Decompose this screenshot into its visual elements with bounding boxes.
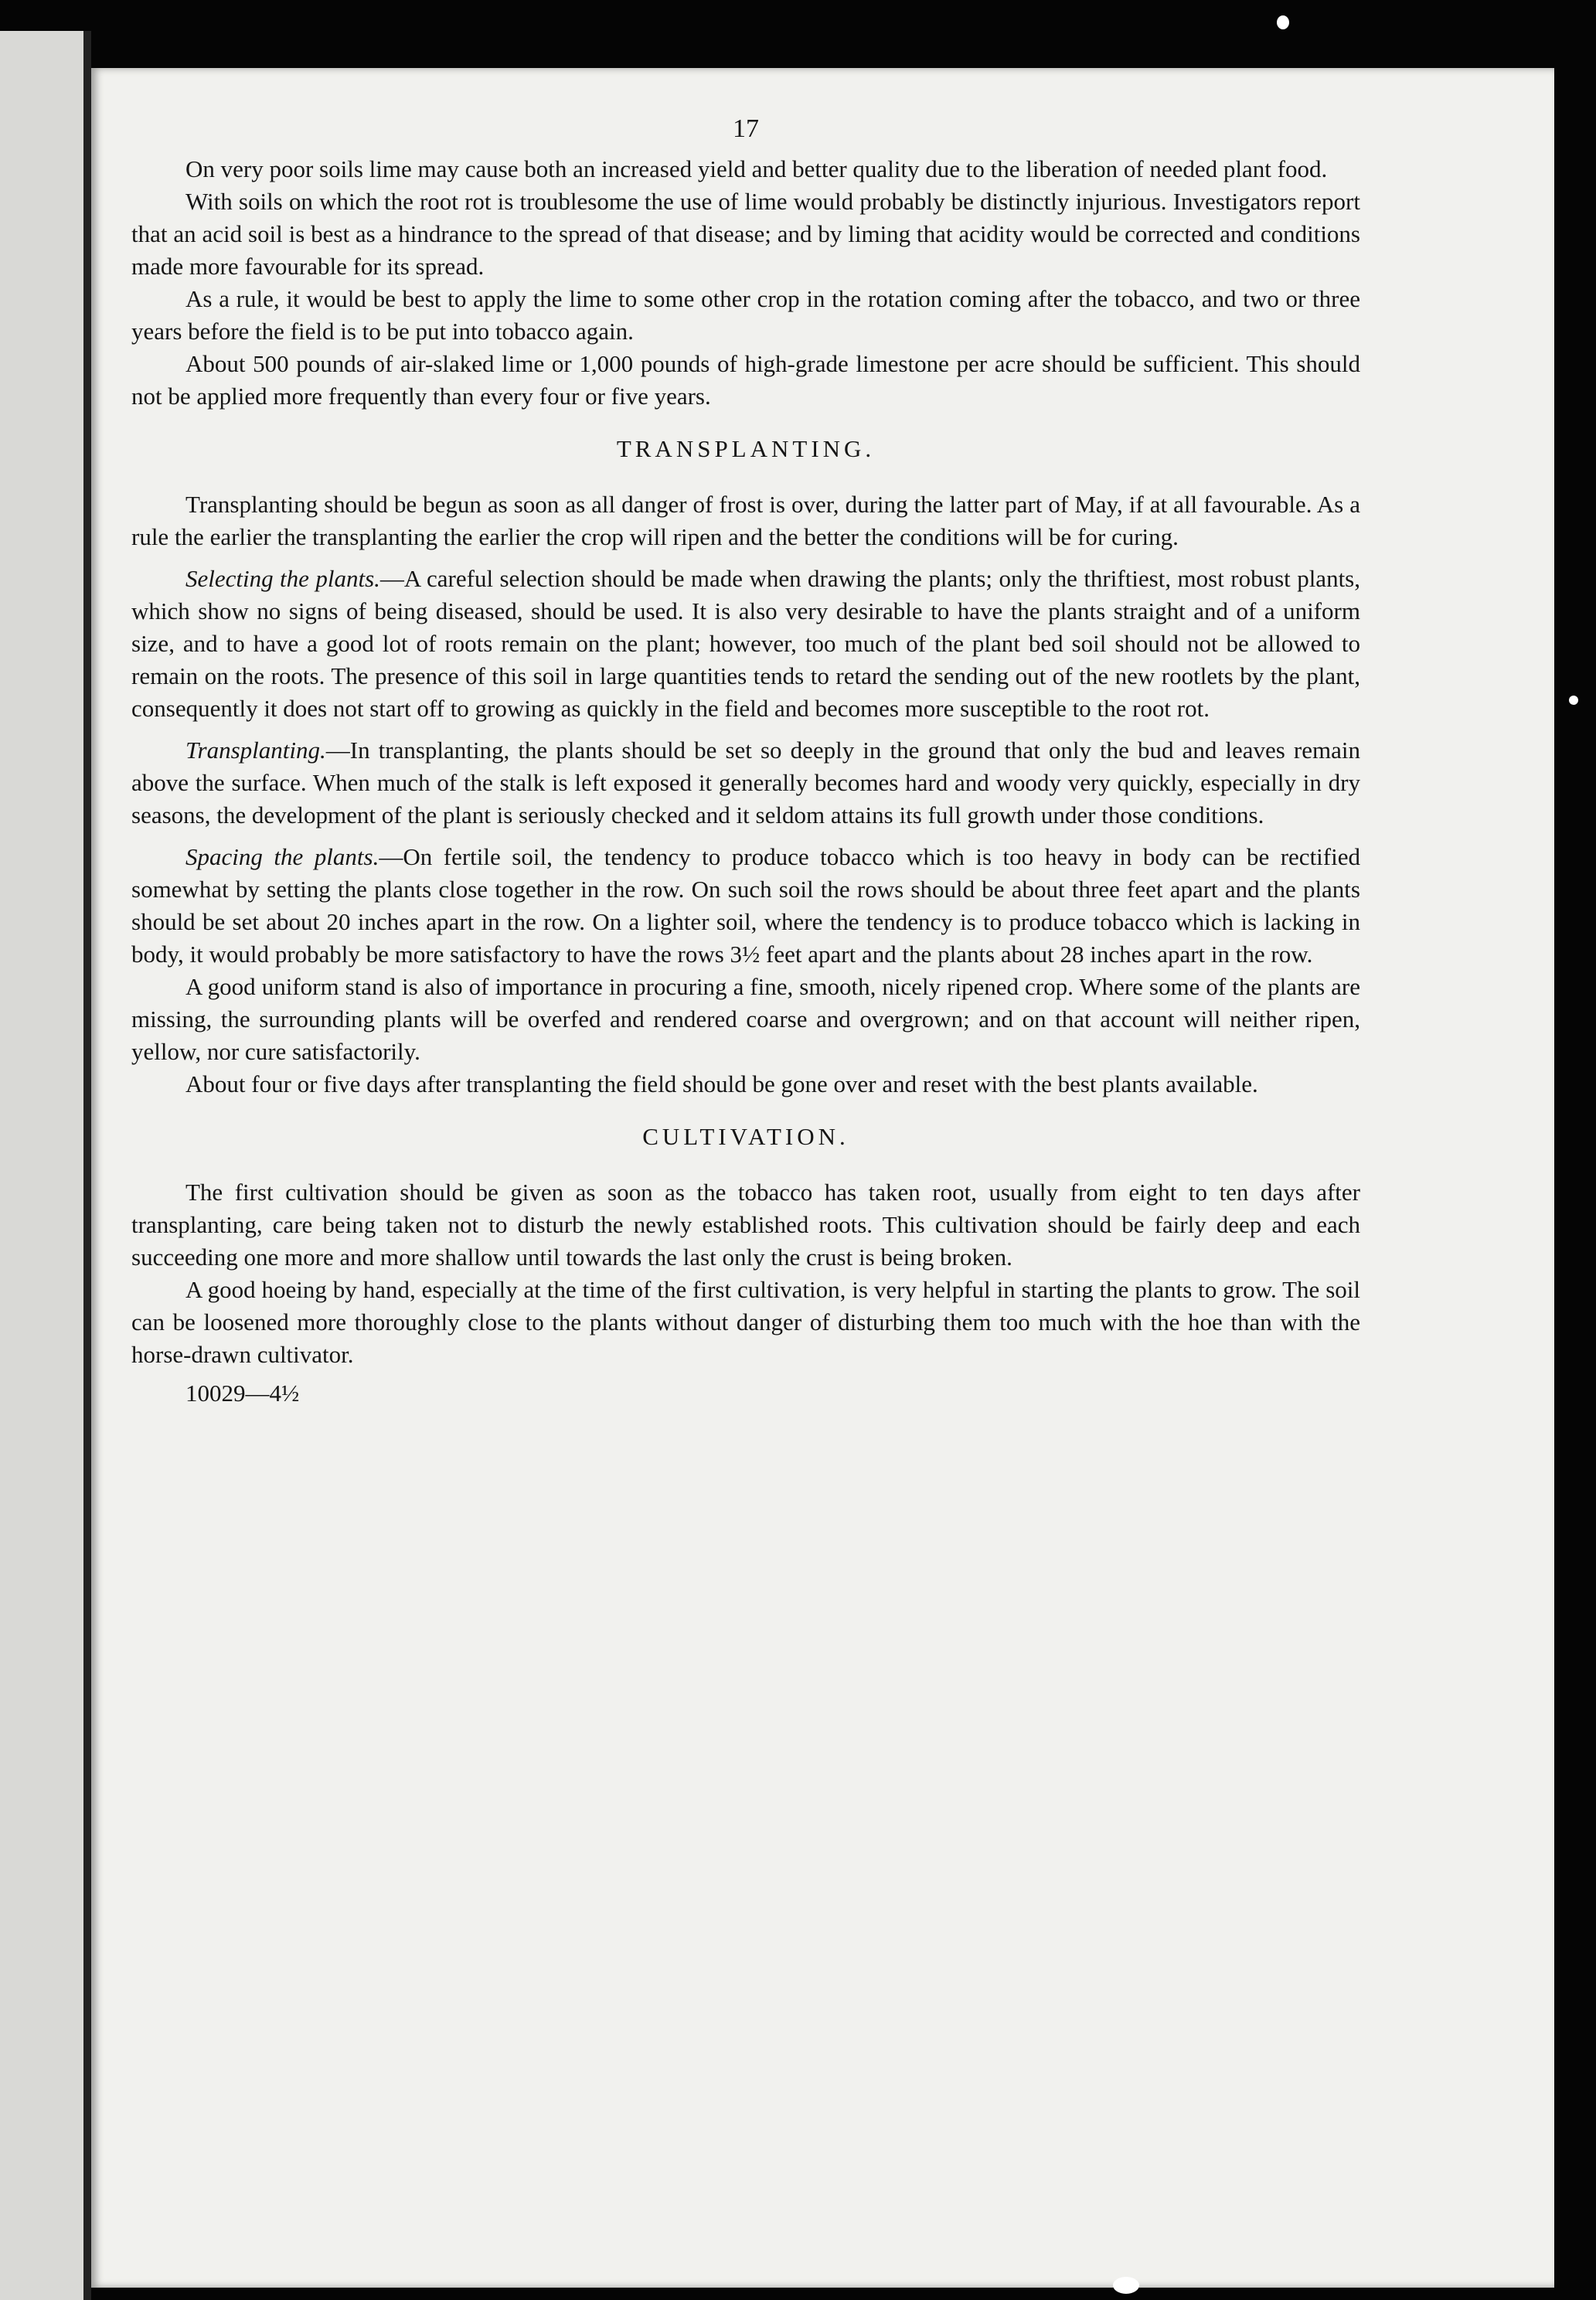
- subheading-selecting: Selecting the plants.: [185, 565, 380, 592]
- paragraph-quantity: About 500 pounds of air-slaked lime or 1,000 pounds of high-grade limestone per acre should be sufficient. This should not be applied more frequently than every four or five years.: [131, 350, 1360, 410]
- paragraph-cultivation-hoeing: A good hoeing by hand, especially at the time of the first cultivation, is very helpful in starting the plants to grow. The soil can be loosened more thoroughly close to the plants without danger of disturbing them too much with the hoe than with the horse-drawn cultivator.: [131, 1276, 1360, 1368]
- scan-speck: [1277, 15, 1289, 29]
- section-heading-transplanting: TRANSPLANTING.: [616, 435, 876, 462]
- transplanting-text: —In transplanting, the plants should be set so deeply in the ground that only the bud and leaves remain above the surface. When much of the stalk is left exposed it generally becomes hard and woody very quickly, especially in dry seasons, the development of the plant is seriously checked and it seldom attains its full growth under those conditions.: [131, 737, 1360, 828]
- paragraph-cultivation-first: The first cultivation should be given as soon as the tobacco has taken root, usually from eight to ten days after transplanting, care being taken not to disturb the newly established roots. This cultivation should be fairly deep and each succeeding one more and more shallow until towards the last only the crust is being broken.: [131, 1179, 1360, 1271]
- paragraph-lime-yield: On very poor soils lime may cause both an increased yield and better quality due to the liberation of needed plant food.: [185, 155, 1328, 182]
- scan-speck: [1569, 696, 1578, 705]
- section-heading-cultivation: CULTIVATION.: [642, 1123, 849, 1150]
- paragraph-transplanting-intro: Transplanting should be begun as soon as all danger of frost is over, during the latter part of May, if at all favourable. As a rule the earlier the transplanting the earlier the crop will ripen and the better the conditions will be for curing.: [131, 491, 1360, 550]
- subheading-spacing: Spacing the plants.: [185, 843, 379, 870]
- page-number: 17: [733, 114, 759, 143]
- scan-speck: [1113, 2277, 1139, 2294]
- paragraph-root-rot: With soils on which the root rot is troublesome the use of lime would probably be distinctly injurious. Investigators report that an acid soil is best as a hindrance to the spread of that disease; and by liming that acidity would be corrected and conditions made more favourable for its spread.: [131, 188, 1360, 280]
- adjacent-page-edge: [0, 31, 91, 2300]
- print-code: 10029—4½: [185, 1380, 300, 1407]
- paragraph-rotation: As a rule, it would be best to apply the lime to some other crop in the rotation coming after the tobacco, and two or three years before the field is to be put into tobacco again.: [131, 285, 1360, 345]
- paragraph-spacing: [131, 841, 1360, 971]
- selecting-text: —A careful selection should be made when drawing the plants; only the thriftiest, most robust plants, which show no signs of being diseased, should be used. It is also very desirable to have the plants straight and of a uniform size, and to have a good lot of roots remain on the plant; however, too much of the plant bed soil should not be allowed to remain on the roots. The presence of this soil in large quantities tends to retard the sending out of the new rootlets by the plant, consequently it does not start off to growing as quickly in the field and becomes more susceptible to the root rot.: [131, 565, 1360, 722]
- paragraph-reset: About four or five days after transplanting the field should be gone over and reset with the best plants available.: [185, 1070, 1258, 1097]
- subheading-transplanting: Transplanting.: [185, 737, 326, 764]
- paragraph-transplanting: [131, 734, 1360, 832]
- paragraph-selecting: [131, 563, 1360, 725]
- paragraph-stand: A good uniform stand is also of importance in procuring a fine, smooth, nicely ripened crop. Where some of the plants are missing, the surrounding plants will be overfed and rendered coarse and overgrown; and on that account will neither ripen, yellow, nor cure satisfactorily.: [131, 973, 1360, 1065]
- spacing-text: —On fertile soil, the tendency to produce tobacco which is too heavy in body can be rectified somewhat by setting the plants close together in the row. On such soil the rows should be about three feet apart and the plants should be set about 20 inches apart in the row. On a lighter soil, where the tendency is to produce tobacco which is lacking in body, it would probably be more satisfactory to have the rows 3½ feet apart and the plants about 28 inches apart in the row.: [131, 843, 1360, 968]
- page-text: [131, 113, 1360, 1410]
